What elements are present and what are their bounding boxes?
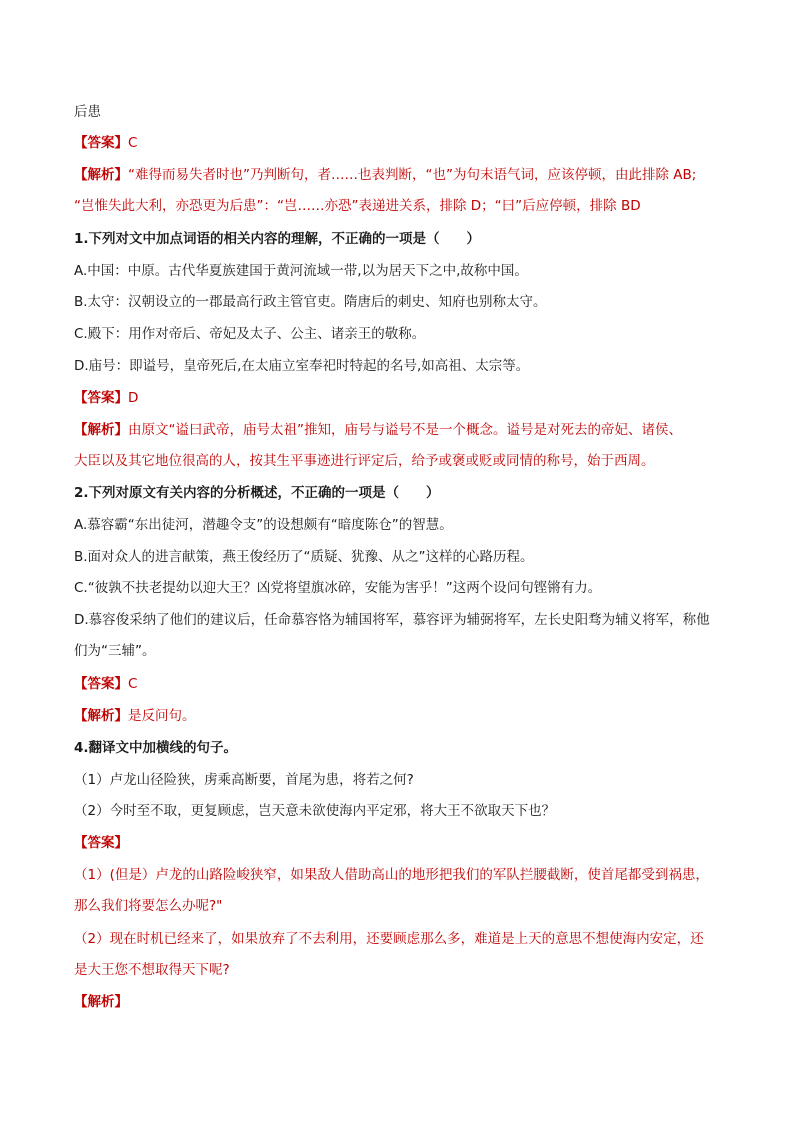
question-2-option-d-line-1: D.慕容俊采纳了他们的建议后，任命慕容恪为辅国将军，慕容评为辅弼将军，左长史阳骛为辅义将军，称他 — [74, 612, 710, 628]
question-1-option-a: A.中国：中原。古代华夏族建国于黄河流域一带,以为居天下之中,故称中国。 — [74, 263, 528, 279]
explanation-3 — [74, 706, 722, 726]
explanation-text: 是反问句。 — [128, 708, 196, 724]
answer-3 — [74, 674, 722, 694]
answer-4-label: 【答案】 — [74, 835, 128, 851]
question-1-option-b: B.太守：汉朝设立的一郡最高行政主管官吏。隋唐后的刺史、知府也别称太守。 — [74, 294, 547, 310]
question-1-option-c: C.殿下：用作对帝后、帝妃及太子、公主、诸亲王的敬称。 — [74, 326, 426, 342]
answer-value: C — [128, 135, 138, 151]
question-2-title: 2.下列对原文有关内容的分析概述，不正确的一项是（ ） — [74, 485, 440, 501]
explanation-1-line-2: “岂惟失此大利，亦恐更为后患”：“岂……亦恐”表递进关系，排除 D；“曰”后应停顿，排除 BD — [74, 198, 641, 214]
question-1-title: 1.下列对文中加点词语的相关内容的理解，不正确的一项是（ ） — [74, 231, 481, 247]
explanation-label: 【解析】 — [74, 167, 128, 183]
previous-answer-tail: 后患 — [74, 104, 101, 120]
explanation-text: “难得而易失者时也”乃判断句，者……也表判断，“也”为句末语气词，应该停顿，由此排除 AB; — [128, 167, 697, 183]
explanation-2-line-1 — [74, 420, 722, 440]
answer-value: C — [128, 676, 138, 692]
answer-label: 【答案】 — [74, 390, 128, 406]
question-4-title: 4.翻译文中加横线的句子。 — [74, 740, 238, 756]
answer-label: 【答案】 — [74, 676, 128, 692]
answer-4-translation-2-line-1: （2）现在时机已经来了，如果放弃了不去利用，还要顾虑那么多，难道是上天的意思不想使海内安定，还 — [74, 931, 704, 947]
question-2-option-b: B.面对众人的进言献策，燕王俊经历了“质疑、犹豫、从之”这样的心路历程。 — [74, 549, 534, 565]
question-2-option-d-line-2: 们为“三辅”。 — [74, 643, 156, 659]
explanation-2-line-2: 大臣以及其它地位很高的人，按其生平事迹进行评定后，给予或褒或贬或同情的称号，始于西周。 — [74, 453, 655, 469]
explanation-1-line-1 — [74, 165, 722, 185]
answer-label: 【答案】 — [74, 135, 128, 151]
question-4-sentence-1: （1）卢龙山径险狭，虏乘高断要，首尾为患，将若之何? — [74, 772, 414, 788]
answer-4-translation-1-line-1: （1）(但是）卢龙的山路险峻狭窄，如果敌人借助高山的地形把我们的军队拦腰截断，使首尾都受到祸患， — [74, 867, 709, 883]
question-2-option-a: A.慕容霸“东出徒河，潜趣令支”的设想颇有“暗度陈仓”的智慧。 — [74, 517, 453, 533]
answer-2 — [74, 388, 722, 408]
explanation-text: 由原文“谥曰武帝，庙号太祖”推知，庙号与谥号不是一个概念。谥号是对死去的帝妃、诸侯、 — [128, 422, 682, 438]
question-2-option-c: C.“彼孰不扶老提幼以迎大王？凶党将望旗冰碎，安能为害乎！”这两个设问句铿锵有力。 — [74, 580, 602, 596]
explanation-label: 【解析】 — [74, 708, 128, 724]
answer-1 — [74, 133, 722, 153]
answer-4-translation-2-line-2: 是大王您不想取得天下呢? — [74, 962, 230, 978]
explanation-4-label: 【解析】 — [74, 994, 128, 1010]
question-1-option-d: D.庙号：即谥号，皇帝死后,在太庙立室奉祀时特起的名号,如高祖、太宗等。 — [74, 358, 530, 374]
answer-value: D — [128, 390, 139, 406]
question-4-sentence-2: （2）今时至不取，更复顾虑，岂天意未欲使海内平定邪，将大王不欲取天下也？ — [74, 803, 556, 819]
explanation-label: 【解析】 — [74, 422, 128, 438]
answer-4-translation-1-line-2: 那么我们将要怎么办呢?" — [74, 898, 223, 914]
